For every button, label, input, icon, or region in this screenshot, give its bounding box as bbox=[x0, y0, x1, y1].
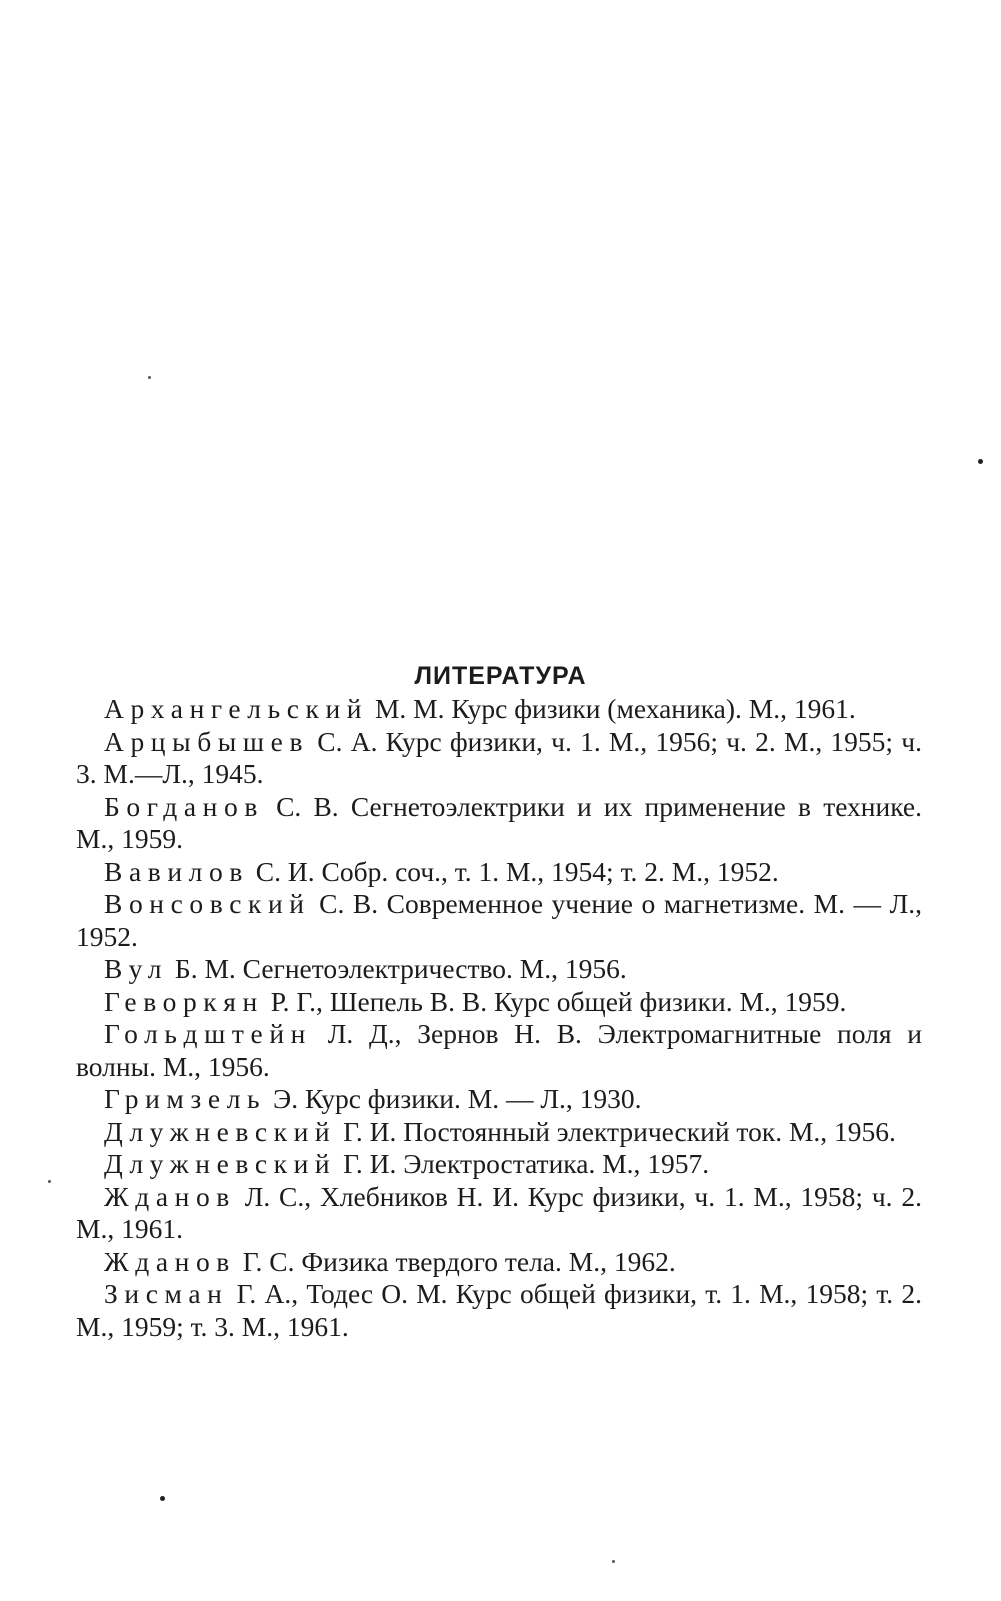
reference-item bbox=[76, 791, 922, 856]
reference-text: С. И. Собр. соч., т. 1. М., 1954; т. 2. М., 1952. bbox=[248, 855, 779, 887]
reference-item bbox=[76, 986, 922, 1019]
reference-text: Б. М. Сегнетоэлектричество. М., 1956. bbox=[168, 953, 627, 984]
scan-speck bbox=[978, 459, 983, 464]
reference-author: Гримзель bbox=[104, 1083, 267, 1114]
reference-author: Длужневский bbox=[104, 1148, 337, 1179]
reference-text: С. А. Курс физики, ч. 1. М., 1956; ч. 2. М., 1955; ч. 3. М.—Л., 1945. bbox=[76, 725, 922, 789]
reference-text: Г. И. Постоянный электрический ток. М., 1956. bbox=[336, 1115, 896, 1147]
reference-author: Вавилов bbox=[104, 855, 249, 887]
reference-item bbox=[76, 1246, 922, 1279]
scan-speck bbox=[48, 1180, 51, 1183]
reference-item bbox=[76, 953, 922, 986]
reference-author: Жданов bbox=[104, 1245, 236, 1277]
reference-text: С. В. Сегнетоэлектрики и их применение в технике. М., 1959. bbox=[76, 790, 922, 854]
scan-speck bbox=[160, 1496, 165, 1501]
reference-text: Э. Курс физики. М. — Л., 1930. bbox=[266, 1083, 642, 1114]
reference-author: Длужневский bbox=[104, 1115, 337, 1147]
reference-item bbox=[76, 1116, 922, 1149]
reference-item bbox=[76, 1148, 922, 1181]
scan-speck bbox=[148, 376, 151, 379]
reference-author: Богданов bbox=[104, 790, 264, 822]
reference-author: Арцыбышев bbox=[104, 725, 310, 757]
reference-text: Л. Д., Зернов Н. В. Электромагнитные поля и волны. М., 1956. bbox=[76, 1018, 922, 1082]
reference-text: М. М. Курс физики (механика). М., 1961. bbox=[368, 693, 856, 724]
reference-item bbox=[76, 888, 922, 953]
reference-list bbox=[76, 693, 922, 1343]
reference-author: Гольдштейн bbox=[104, 1018, 312, 1049]
reference-text: Л. С., Хлебников Н. И. Курс физики, ч. 1. М., 1958; ч. 2. М., 1961. bbox=[76, 1180, 922, 1244]
reference-item bbox=[76, 693, 922, 726]
reference-item bbox=[76, 726, 922, 791]
reference-text: Г. А., Тодес О. М. Курс общей физики, т. 1. М., 1958; т. 2. М., 1959; т. 3. М., 1961. bbox=[76, 1278, 922, 1342]
reference-item bbox=[76, 1181, 922, 1246]
reference-item bbox=[76, 1083, 922, 1116]
reference-author: Вонсовский bbox=[104, 888, 311, 919]
reference-author: Геворкян bbox=[104, 985, 264, 1017]
reference-text: Р. Г., Шепель В. В. Курс общей физики. М., 1959. bbox=[263, 985, 847, 1017]
reference-author: Вул bbox=[104, 953, 169, 984]
reference-item bbox=[76, 1278, 922, 1343]
reference-author: Архангельский bbox=[104, 693, 369, 724]
reference-text: Г. С. Физика твердого тела. М., 1962. bbox=[235, 1245, 676, 1277]
page-title: ЛИТЕРАТУРА bbox=[414, 661, 587, 690]
reference-author: Жданов bbox=[104, 1180, 236, 1212]
reference-text: Г. И. Электростатика. М., 1957. bbox=[336, 1148, 710, 1179]
reference-text: С. В. Современное учение о магнетизме. М. — Л., 1952. bbox=[76, 888, 922, 952]
reference-item bbox=[76, 1018, 922, 1083]
reference-item bbox=[76, 856, 922, 889]
reference-author: Зисман bbox=[104, 1278, 229, 1309]
scan-speck bbox=[612, 1560, 615, 1563]
